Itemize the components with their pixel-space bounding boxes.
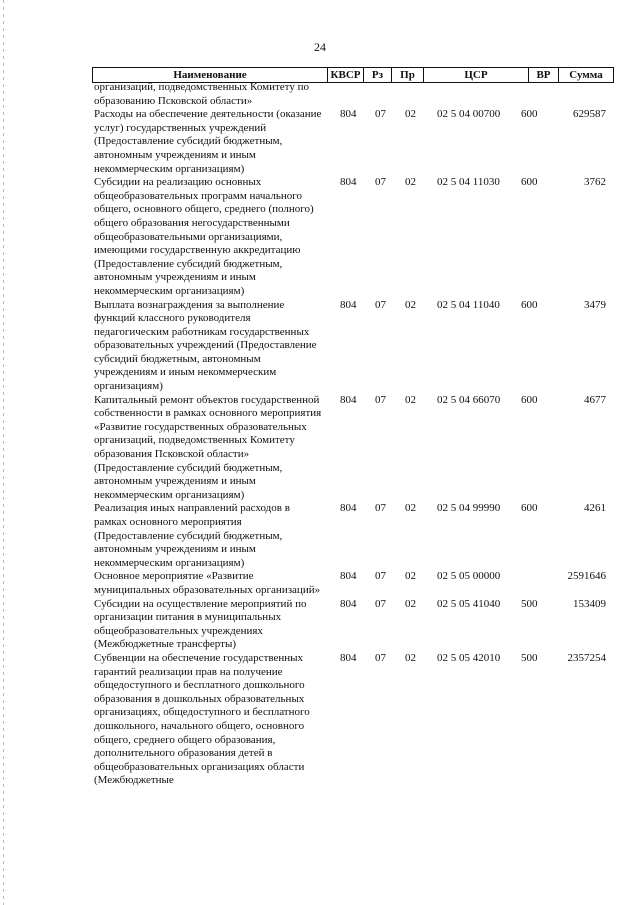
row-sum: 3479 <box>584 298 606 311</box>
row-sum: 4677 <box>584 393 606 406</box>
row-name: организаций, подведомственных Комитету по образованию Псковской области» <box>94 81 309 107</box>
row-sum: 629587 <box>573 108 606 121</box>
header-pr: Пр <box>392 68 424 82</box>
table-row <box>94 108 614 176</box>
row-name: Расходы на обеспечение деятельности (оказание услуг) государственных учреждений (Предоставление субсидий бюджетным, автономным учреждениям и иным некоммерческим организациям) <box>94 108 322 175</box>
row-pr: 02 <box>405 393 416 406</box>
header-name: Наименование <box>93 68 328 82</box>
row-rz: 07 <box>375 651 386 664</box>
row-pr: 02 <box>405 651 416 664</box>
row-sum: 3762 <box>584 176 606 189</box>
table-row <box>94 299 614 394</box>
header-vr: ВР <box>529 68 559 82</box>
row-pr: 02 <box>405 597 416 610</box>
row-vr: 600 <box>521 393 538 406</box>
page-number: 24 <box>314 40 326 54</box>
header-sum: Сумма <box>569 69 603 81</box>
budget-table-body <box>94 81 614 788</box>
row-kvsr: 804 <box>340 502 357 515</box>
table-row <box>94 176 614 298</box>
row-pr: 02 <box>405 502 416 515</box>
row-sum: 2357254 <box>567 651 606 664</box>
table-row <box>94 81 614 108</box>
row-csr: 02 5 04 66070 <box>437 393 501 406</box>
row-name: Основное мероприятие «Развитие муниципальных образовательных организаций» <box>94 570 321 596</box>
row-name: Субсидии на осуществление мероприятий по организации питания в муниципальных общеобразовательных учреждениях (Межбюджетные трансферты) <box>94 597 307 651</box>
scan-margin-line <box>3 0 4 905</box>
table-row <box>94 652 614 788</box>
header-rz: Рз <box>364 68 392 82</box>
row-rz: 07 <box>375 570 386 583</box>
row-sum: 153409 <box>573 597 606 610</box>
row-name: Субвенции на обеспечение государственных гарантий реализации прав на получение общедоступного и бесплатного дошкольного образования в дошкольных образовательных организациях, общедоступного и бесплатного дошкольного, начального общего, основного общего, среднего общего образования, дополнительного образования детей в общеобразовательных организациях области (Межбюджетные <box>94 651 310 787</box>
row-rz: 07 <box>375 502 386 515</box>
row-vr: 600 <box>521 502 538 515</box>
row-vr: 600 <box>521 176 538 189</box>
row-sum: 4261 <box>584 502 606 515</box>
row-pr: 02 <box>405 108 416 121</box>
row-kvsr: 804 <box>340 570 357 583</box>
row-name: Субсидии на реализацию основных общеобразовательных программ начального общего, основного общего, среднего (полного) общего образования негосударственными общеобразовательными организациями, имеющими государственную аккредитацию (Предоставление субсидий бюджетным, автономным учреждениям и иным некоммерческим организациям) <box>94 176 314 297</box>
row-csr: 02 5 04 00700 <box>437 108 501 121</box>
row-kvsr: 804 <box>340 651 357 664</box>
row-name: Капитальный ремонт объектов государственной собственности в рамках основного мероприятия «Развитие государственных образовательных организаций, подведомственных Комитету образования Псковской области» (Предоставление субсидий бюджетным, автономным учреждениям и иным некоммерческим организациям) <box>94 393 322 501</box>
row-csr: 02 5 04 11030 <box>437 176 500 189</box>
row-rz: 07 <box>375 597 386 610</box>
table-row <box>94 394 614 503</box>
row-kvsr: 804 <box>340 176 357 189</box>
row-vr: 500 <box>521 597 538 610</box>
row-pr: 02 <box>405 570 416 583</box>
row-rz: 07 <box>375 108 386 121</box>
row-csr: 02 5 04 99990 <box>437 502 501 515</box>
row-csr: 02 5 05 00000 <box>437 570 501 583</box>
header-kvsr: КВСР <box>328 68 364 82</box>
row-rz: 07 <box>375 393 386 406</box>
row-rz: 07 <box>375 176 386 189</box>
header-csr: ЦСР <box>424 68 529 82</box>
row-vr: 500 <box>521 651 538 664</box>
row-kvsr: 804 <box>340 108 357 121</box>
row-pr: 02 <box>405 176 416 189</box>
row-vr: 600 <box>521 298 538 311</box>
row-kvsr: 804 <box>340 597 357 610</box>
row-name: Реализация иных направлений расходов в рамках основного мероприятия (Предоставление субсидий бюджетным, автономным учреждениям и иным некоммерческим организациям) <box>94 502 290 569</box>
row-name: Выплата вознаграждения за выполнение функций классного руководителя педагогическим работникам государственных образовательных учреждений (Предоставление субсидий бюджетным, автономным учреждениям и иным некоммерческим организациям) <box>94 298 317 393</box>
table-row <box>94 598 614 652</box>
row-pr: 02 <box>405 298 416 311</box>
row-vr: 600 <box>521 108 538 121</box>
table-row <box>94 570 614 597</box>
row-csr: 02 5 05 41040 <box>437 597 501 610</box>
table-row <box>94 502 614 570</box>
row-kvsr: 804 <box>340 393 357 406</box>
row-sum: 2591646 <box>567 570 606 583</box>
row-kvsr: 804 <box>340 298 357 311</box>
row-csr: 02 5 05 42010 <box>437 651 501 664</box>
row-csr: 02 5 04 11040 <box>437 298 500 311</box>
row-rz: 07 <box>375 298 386 311</box>
